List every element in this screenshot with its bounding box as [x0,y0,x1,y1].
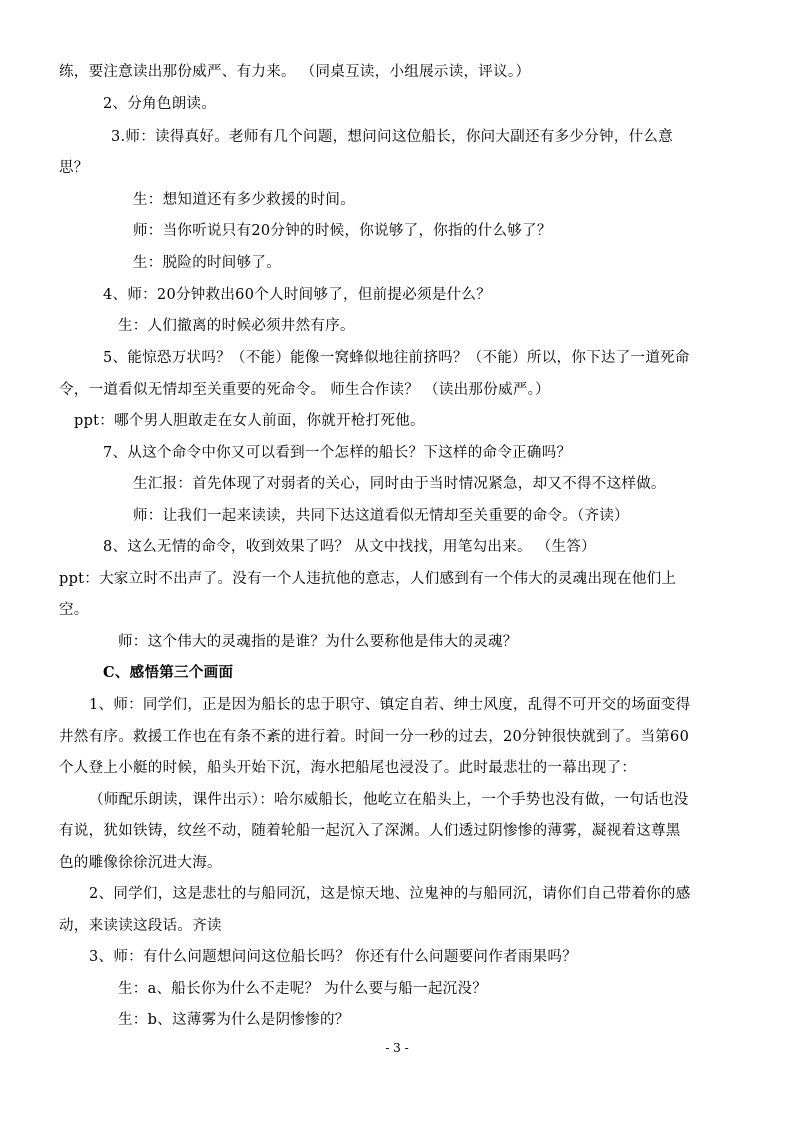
text-line: 7、从这个命令中你又可以看到一个怎样的船长？下这样的命令正确吗？ [103,445,572,461]
text-line: 生汇报：首先体现了对弱者的关心，同时由于当时情况紧急，却又不得不这样做。 [133,476,666,492]
text-line: 3.师：读得真好。老师有几个问题，想问问这位船长，你问大副还有多少分钟，什么意 [111,129,674,145]
text-line: 色的雕像徐徐沉进大海。 [59,855,222,871]
text-line: 生：人们撤离的时候必须井然有序。 [118,318,355,334]
text-line: 有说，犹如铁铸，纹丝不动，随着轮船一起沉入了深渊。人们透过阴惨惨的薄雾，凝视着这尊黑 [59,823,681,839]
text-line: 师：这个伟大的灵魂指的是谁？为什么要称他是伟大的灵魂？ [118,634,518,650]
text-line: 生：b、这薄雾为什么是阴惨惨的？ [118,1012,350,1028]
text-line: ppt：哪个男人胆敢走在女人前面，你就开枪打死他。 [74,413,425,429]
text-line: （师配乐朗读，课件出示）：哈尔威船长，他屹立在船头上，一个手势也没有做，一句话也没 [89,792,689,808]
text-line: 个人登上小艇的时候，船头开始下沉，海水把船尾也浸没了。此时最悲壮的一幕出现了： [59,760,637,776]
text-line: 8、这么无情的命令，收到效果了吗？ 从文中找找，用笔勾出来。 （生答） [103,539,596,555]
text-line: 井然有序。救援工作也在有条不紊的进行着。时间一分一秒的过去，20分钟很快就到了。当第60 [59,729,690,745]
text-line: 思？ [59,160,89,176]
text-line: ppt：大家立时不出声了。没有一个人违抗他的意志，人们感到有一个伟大的灵魂出现在他们上 [59,571,677,587]
text-line: 师：让我们一起来读读，共同下达这道看似无情却至关重要的命令。（齐读） [133,508,629,524]
text-line: 空。 [59,602,89,618]
text-line: 2、同学们，这是悲壮的与船同沉，这是惊天地、泣鬼神的与船同沉，请你们自己带着你的感 [89,886,691,902]
text-line: 师：当你听说只有20分钟的时候，你说够了，你指的什么够了？ [133,223,552,239]
text-line: 3、师：有什么问题想问问这位船长吗？ 你还有什么问题要问作者雨果吗？ [89,949,578,965]
text-line: 5、能惊恐万状吗？（不能）能像一窝蜂似地往前挤吗？（不能）所以，你下达了一道死命 [103,350,690,366]
section-heading: C、感悟第三个画面 [103,664,234,681]
text-line: 生：脱险的时间够了。 [133,255,281,271]
text-line: 2、分角色朗读。 [103,96,217,112]
text-line: 令，一道看似无情却至关重要的死命令。 师生合作读？ （读出那份威严。） [59,382,550,398]
text-line: 1、师：同学们，正是因为船长的忠于职守、镇定自若、绅士风度，乱得不可开交的场面变得 [89,697,691,713]
text-line: 练，要注意读出那份威严、有力来。 （同桌互读，小组展示读，评议。） [59,64,531,80]
text-line: 4、师：20分钟救出60个人时间够了，但前提必须是什么？ [103,287,492,303]
page-number: - 3 - [385,1041,409,1055]
text-line: 生：a、船长你为什么不走呢？ 为什么要与船一起沉没？ [118,981,488,997]
text-line: 生：想知道还有多少救援的时间。 [133,192,355,208]
text-line: 动，来读读这段话。齐读 [59,918,222,934]
